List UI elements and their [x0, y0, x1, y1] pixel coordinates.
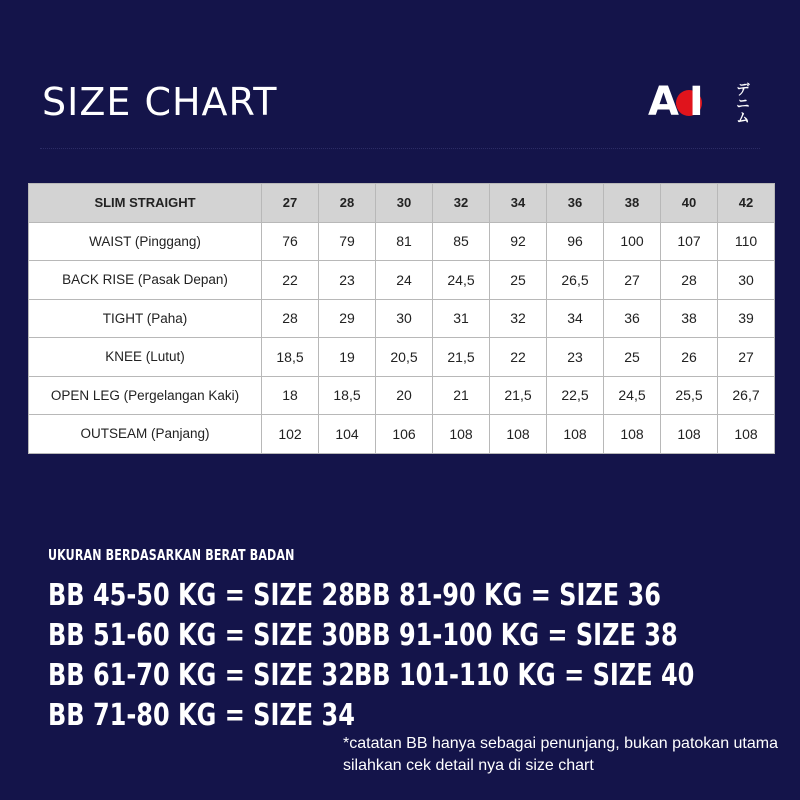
table-header-cell: 27 — [262, 184, 319, 223]
table-cell: 25 — [490, 261, 547, 300]
table-cell: 110 — [718, 222, 775, 261]
table-cell: 108 — [718, 415, 775, 454]
table-cell: 28 — [262, 299, 319, 338]
table-cell: 108 — [547, 415, 604, 454]
table-cell: 79 — [319, 222, 376, 261]
table-header-cell: 28 — [319, 184, 376, 223]
table-cell: 18 — [262, 376, 319, 415]
table-cell: 25,5 — [661, 376, 718, 415]
weight-guide-item: BB 45-50 KG = SIZE 28 — [48, 578, 355, 613]
table-row — [29, 338, 775, 377]
table-cell: 26,7 — [718, 376, 775, 415]
table-cell: 108 — [604, 415, 661, 454]
table-cell: 23 — [319, 261, 376, 300]
table-cell: 76 — [262, 222, 319, 261]
table-cell: 21 — [433, 376, 490, 415]
table-row — [29, 415, 775, 454]
table-cell: 36 — [604, 299, 661, 338]
weight-guide-item: BB 101-110 KG = SIZE 40 — [354, 658, 695, 693]
table-cell: 30 — [718, 261, 775, 300]
table-cell: 18,5 — [319, 376, 376, 415]
table-cell: 24,5 — [604, 376, 661, 415]
row-label: TIGHT (Paha) — [29, 299, 262, 338]
row-label: WAIST (Pinggang) — [29, 222, 262, 261]
table-cell: 19 — [319, 338, 376, 377]
weight-guide-item: BB 51-60 KG = SIZE 30 — [48, 618, 355, 653]
row-label: OPEN LEG (Pergelangan Kaki) — [29, 376, 262, 415]
weight-guide-heading: UKURAN BERDASARKAN BERAT BADAN — [48, 546, 295, 564]
table-cell: 34 — [547, 299, 604, 338]
table-cell: 26,5 — [547, 261, 604, 300]
table-cell: 96 — [547, 222, 604, 261]
brand-logo — [648, 78, 758, 126]
table-cell: 92 — [490, 222, 547, 261]
table-header-cell: 42 — [718, 184, 775, 223]
table-row — [29, 222, 775, 261]
table-header-cell: 34 — [490, 184, 547, 223]
table-header-row — [29, 184, 775, 223]
divider — [40, 148, 760, 151]
table-cell: 28 — [661, 261, 718, 300]
table-header-cell: 30 — [376, 184, 433, 223]
row-label: OUTSEAM (Panjang) — [29, 415, 262, 454]
footnote: *catatan BB hanya sebagai penunjang, bukan patokan utama silahkan cek detail nya di size chart — [343, 735, 778, 774]
weight-guide-item: BB 81-90 KG = SIZE 36 — [354, 578, 661, 613]
table-cell: 106 — [376, 415, 433, 454]
weight-guide-item: BB 71-80 KG = SIZE 34 — [48, 698, 355, 733]
table-cell: 27 — [604, 261, 661, 300]
table-cell: 108 — [490, 415, 547, 454]
table-cell: 23 — [547, 338, 604, 377]
table-cell: 26 — [661, 338, 718, 377]
table-cell: 107 — [661, 222, 718, 261]
table-cell: 22 — [262, 261, 319, 300]
table-cell: 39 — [718, 299, 775, 338]
table-cell: 20 — [376, 376, 433, 415]
weight-guide-item: BB 91-100 KG = SIZE 38 — [354, 618, 678, 653]
table-cell: 21,5 — [433, 338, 490, 377]
table-cell: 108 — [661, 415, 718, 454]
logo-text: A I — [648, 79, 702, 125]
table-cell: 21,5 — [490, 376, 547, 415]
table-cell: 30 — [376, 299, 433, 338]
table-cell: 22,5 — [547, 376, 604, 415]
page-title: SIZE CHART — [42, 80, 278, 124]
table-cell: 104 — [319, 415, 376, 454]
table-cell: 27 — [718, 338, 775, 377]
weight-guide-item: BB 61-70 KG = SIZE 32 — [48, 658, 355, 693]
table-cell: 102 — [262, 415, 319, 454]
table-cell: 85 — [433, 222, 490, 261]
size-chart-table — [28, 183, 775, 454]
table-cell: 32 — [490, 299, 547, 338]
table-cell: 25 — [604, 338, 661, 377]
weight-guide-right-column — [354, 576, 779, 696]
table-cell: 38 — [661, 299, 718, 338]
table-header-cell: SLIM STRAIGHT — [29, 184, 262, 223]
logo-kana: デニム — [735, 82, 751, 124]
row-label: KNEE (Lutut) — [29, 338, 262, 377]
row-label: BACK RISE (Pasak Depan) — [29, 261, 262, 300]
table-cell: 24,5 — [433, 261, 490, 300]
table-cell: 108 — [433, 415, 490, 454]
table-header-cell: 38 — [604, 184, 661, 223]
table-cell: 20,5 — [376, 338, 433, 377]
table-cell: 31 — [433, 299, 490, 338]
table-cell: 18,5 — [262, 338, 319, 377]
table-row — [29, 376, 775, 415]
table-header-cell: 40 — [661, 184, 718, 223]
table-cell: 100 — [604, 222, 661, 261]
table-row — [29, 261, 775, 300]
table-header-cell: 36 — [547, 184, 604, 223]
table-cell: 29 — [319, 299, 376, 338]
table-cell: 24 — [376, 261, 433, 300]
table-cell: 81 — [376, 222, 433, 261]
table-header-cell: 32 — [433, 184, 490, 223]
table-row — [29, 299, 775, 338]
table-cell: 22 — [490, 338, 547, 377]
